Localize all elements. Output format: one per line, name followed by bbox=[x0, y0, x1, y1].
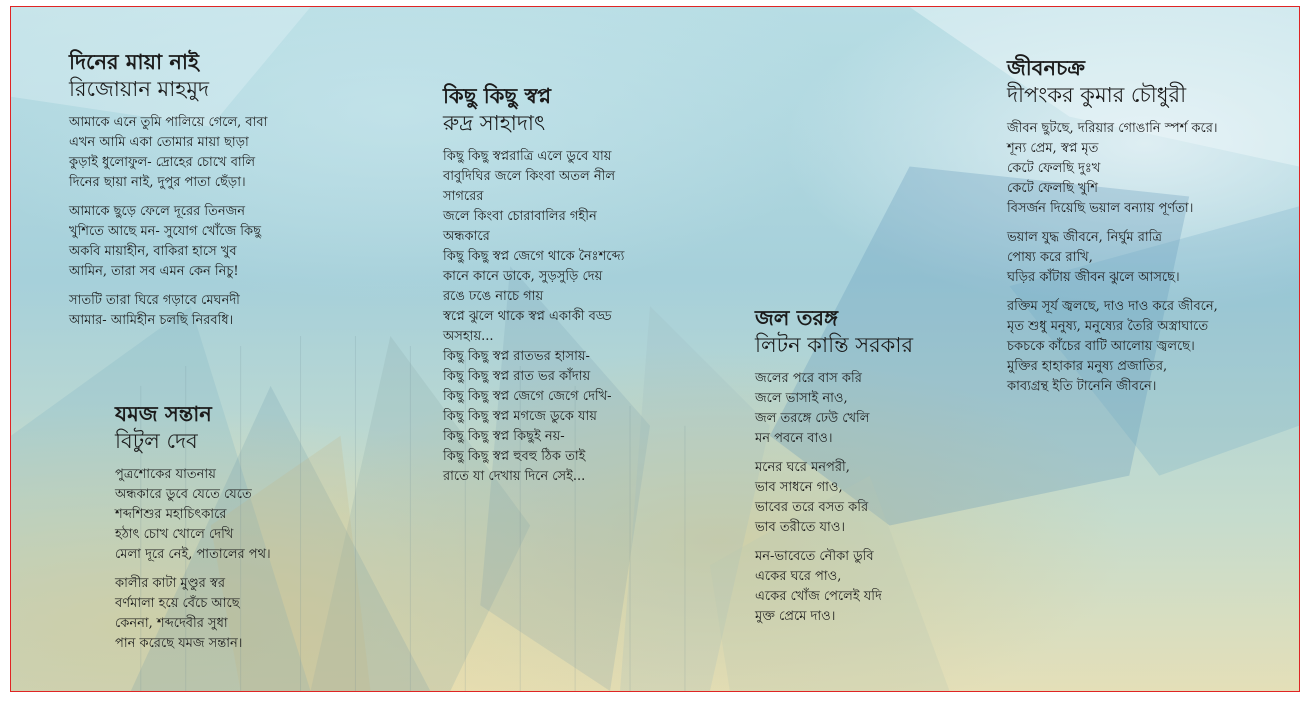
poem-stanza: মনের ঘরে মনপরী, ভাব সাধনে গাও, ভাবের তরে বসত করি ভাব তরীতে যাও। bbox=[755, 460, 869, 535]
poem-stanza: কিছু কিছু স্বপ্নরাত্রি এলে ডুবে যায় বাবুদিঘির জলে কিংবা অতল নীল সাগরের জলে কিংবা চোরাবালির গহীন অন্ধকারে কিছু কিছু স্বপ্ন জেগে থাকে নৈঃশব্দ্যে কানে কানে ডাকে, সুড়সুড়ি দেয় রঙে ঢঙে নাচে গায় স্বপ্নে ঝুলে থাকে স্বপ্ন একাকী বড্ড অসহায়... কিছু কিছু স্বপ্ন রাতভর হাসায়- কিছু কিছু স্বপ্ন রাত ভর কাঁদায় কিছু কিছু স্বপ্ন জেগে জেগে দেখি- কিছু কিছু স্বপ্ন মগজে ডুকে যায় কিছু কিছু স্বপ্ন কিছুই নয়- কিছু কিছু স্বপ্ন হুবহু ঠিক তাই রাতে যা দেখায় দিনে সেই... bbox=[443, 149, 625, 484]
poem-author: রুদ্র সাহাদাৎ bbox=[443, 111, 546, 135]
poem-author: লিটন কান্তি সরকার bbox=[755, 333, 914, 357]
poem-jomoj-santan bbox=[115, 401, 415, 663]
poem-stanza: আমাকে এনে তুমি পালিয়ে গেলে, বাবা এখন আমি একা তোমার মায়া ছাড়া কুড়াই ধুলোফুল- দ্রোহের চোখে বালি দিনের ছায়া নাই, দুপুর পাতা ছেঁড়া। bbox=[69, 115, 268, 190]
poem-stanza: মন-ভাবেতে নৌকা ডুবি একের ঘরে পাও, একের খোঁজ পেলেই যদি মুক্ত প্রেমে দাও। bbox=[755, 549, 882, 624]
poem-stanza: পুত্রশোকের যাতনায় অন্ধকারে ডুবে যেতে যেতে শব্দশিশুর মহাচিৎকারে হঠাৎ চোখ খোলে দেখি মেলা দূরে নেই, পাতালের পথ। bbox=[115, 467, 271, 562]
poem-title: জীবনচক্র bbox=[1007, 56, 1085, 80]
poem-title: কিছু কিছু স্বপ্ন bbox=[443, 84, 552, 108]
poem-stanza: রক্তিম সূর্য জ্বলছে, দাও দাও করে জীবনে, মৃত শুধু মনুষ্য, মনুষ্যের তৈরি অস্ত্রাঘাতে চকচকে কাঁচের বাটি আলোয় জ্বলছে। মুক্তির হাহাকার মনুষ্য প্রজাতির, কাব্যগ্রন্থ ইতি টানেনি জীবনে। bbox=[1007, 299, 1218, 394]
poem-author: দীপংকর কুমার চৌধুরী bbox=[1007, 83, 1187, 107]
poem-stanza: জীবন ছুটছে, দরিয়ার গোঙানি স্পর্শ করে। শূন্য প্রেম, স্বপ্ন মৃত কেটে ফেলছি দুঃখ কেটে ফেলছি খুশি বিসর্জন দিয়েছি ভয়াল বন্যায় পূর্ণতা। bbox=[1007, 121, 1218, 216]
poem-jol-toronggo bbox=[755, 305, 1015, 636]
poem-jibonchokro bbox=[1007, 55, 1297, 406]
poem-kichu-kichu-swapno bbox=[443, 83, 743, 496]
poem-stanza: কালীর কাটা মুণ্ডুর স্বর বর্ণমালা হয়ে বেঁচে আছে কেননা, শব্দদেবীর সুধা পান করেছে যমজ সন্তান। bbox=[115, 576, 243, 651]
poetry-page bbox=[10, 6, 1300, 692]
poem-title: জল তরঙ্গ bbox=[755, 306, 838, 330]
poem-title: দিনের মায়া নাই bbox=[69, 50, 199, 74]
poem-author: রিজোয়ান মাহমুদ bbox=[69, 77, 210, 101]
poem-stanza: সাতটি তারা ঘিরে গড়াবে মেঘনদী আমার- আমিহীন চলছি নিরবধি। bbox=[69, 293, 240, 328]
poem-title: যমজ সন্তান bbox=[115, 402, 212, 426]
poem-stanza: জলের পরে বাস করি জলে ভাসাই নাও, জল তরঙ্গে ঢেউ খেলি মন পবনে বাও। bbox=[755, 371, 870, 446]
poem-dinera-maya bbox=[69, 49, 389, 340]
poem-author: বিটুল দেব bbox=[115, 429, 198, 453]
poem-stanza: ভয়াল যুদ্ধ জীবনে, নির্ঘুম রাত্রি পোষ্য করে রাখি, ঘড়ির কাঁটায় জীবন ঝুলে আসছে। bbox=[1007, 230, 1180, 285]
poem-stanza: আমাকে ছুড়ে ফেলে দূরের তিনজন খুশিতে আছে মন- সুযোগ খোঁজে কিছু অকবি মায়াহীন, বাকিরা হাসে খুব আমিন, তারা সব এমন কেন নিচু! bbox=[69, 204, 261, 279]
